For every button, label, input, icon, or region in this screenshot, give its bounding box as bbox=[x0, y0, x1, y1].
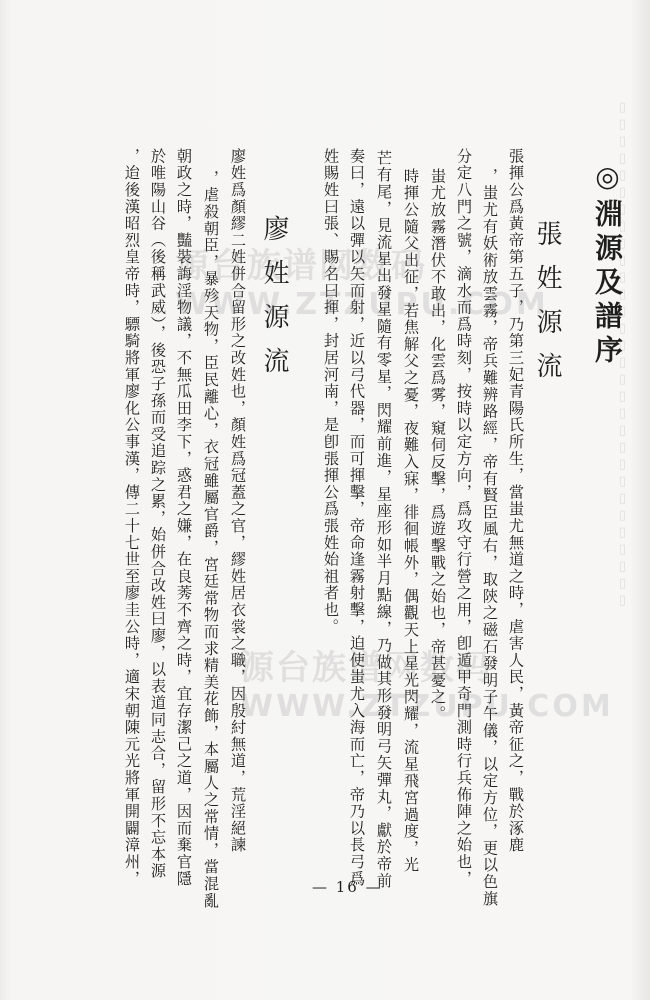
watermark-url: WWW.ZTZUPU.COM bbox=[175, 287, 549, 322]
text-column: 時揮公隨父出征，若焦解父之憂，夜難入寐，徘徊帳外，偶觀天上星光閃耀，流星飛宮過度，光 bbox=[402, 168, 420, 874]
text-column: 張揮公爲黃帝第五子，乃第三妃青陽氏所生，當蚩尤無道之時，虐害人民，黃帝征之，戰於涿鹿 bbox=[507, 148, 525, 854]
text-column: 朝政之時，豔裝誨淫物議，不無瓜田李下，惑君之嫌，在良莠不齊之時，宜存潔己之道，因而棄官隱 bbox=[175, 148, 193, 888]
bleed-through-text: ▯▯▯▯▯▯▯▯▯▯▯▯▯▯▯▯▯▯▯▯▯▯▯▯▯▯▯▯▯▯ bbox=[615, 100, 630, 610]
text-column: 分定八門之號，滴水而爲時刻，按時以定方向，爲攻守行營之用，卽遁甲奇門測時行兵佈陣之始也， bbox=[455, 148, 473, 888]
text-column: 廖姓爲顏繆二姓併合留形之改姓也，顏姓爲冠蓋之官，繆姓居衣裳之職，因殷紂無道，荒淫絕諫 bbox=[229, 148, 247, 854]
text-column: 奏曰，遠以彈以矢而射，近以弓代器，而可揮擊，帝命逢霧射擊，迫使蚩尤入海而亡，帝乃以長弓爲 bbox=[348, 148, 366, 888]
text-column: ，蚩尤有妖術放雲霧，帝兵難辨路經，帝有賢臣風右，取陝之磁石發明子午儀，以定方位，更以色旗 bbox=[481, 168, 499, 908]
subtitle-liao: 廖姓源流 bbox=[259, 215, 289, 391]
text-column: ，迨後漢昭烈皇帝時，驃騎將軍廖化公事漢，傳二十七世至廖圭公時，適宋朝陳元光將軍開闢漳州， bbox=[123, 148, 141, 888]
text-column: 於唯陽山谷（後稱武威），後恐子孫而受追踪之累，始併合改姓曰廖，以表道同志合，留形不忘本源 bbox=[149, 148, 167, 880]
text-column: 蚩尤放霧潛伏不敢出，化雲爲雾，窺伺反擊，爲遊擊戰之始也，帝甚憂之。 bbox=[429, 168, 447, 723]
section-title: ◎淵源及譜序 bbox=[591, 160, 624, 369]
subtitle-zhang: 張姓源流 bbox=[532, 220, 562, 396]
text-column: 芒有尾，見流星出發星隨有零星，閃耀前進，星座形如半月點線，乃做其形發明弓矢彈丸，獻於帝前 bbox=[375, 150, 393, 890]
text-column: ，虐殺朝臣，暴殄天物，臣民離心，衣冠雖屬官爵，宮廷常物而求精美花飾，本屬人之常情，當混亂 bbox=[202, 170, 220, 910]
watermark-text: 源台族谱网数码 bbox=[175, 246, 427, 286]
watermark-url: WWW.ZTZUPU.COM bbox=[240, 689, 614, 724]
watermark-text: 源台族谱网数码 bbox=[240, 648, 492, 688]
page-number: — 16 — bbox=[312, 878, 383, 896]
text-column: 姓賜姓曰張、賜名曰揮，封居河南，是卽張揮公爲張姓始祖者也。 bbox=[322, 148, 340, 636]
